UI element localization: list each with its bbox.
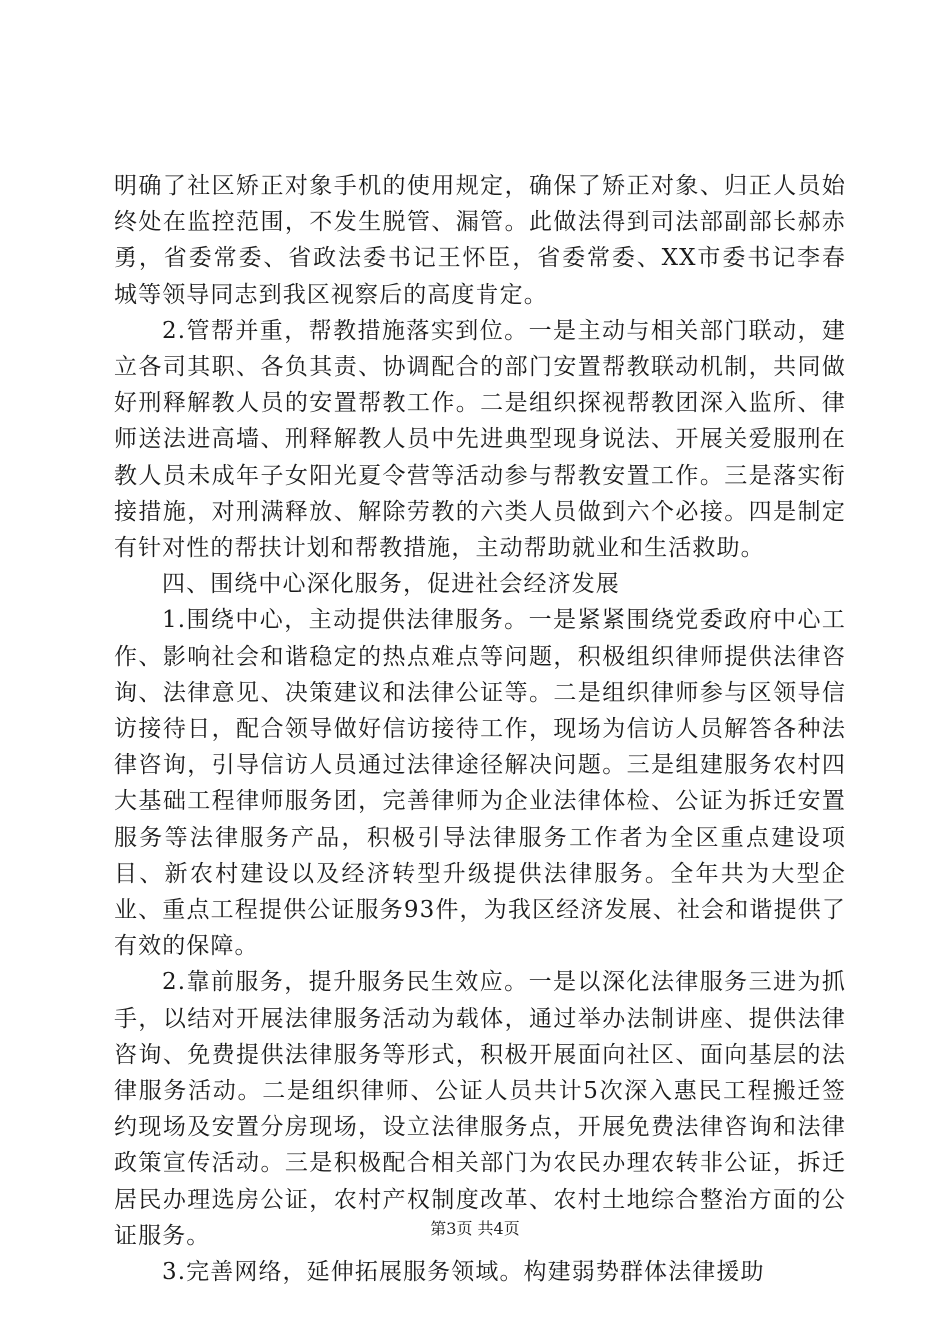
paragraph-1: 明确了社区矫正对象手机的使用规定，确保了矫正对象、归正人员始终处在监控范围，不发生脱管、漏管。此做法得到司法部副部长郝赤勇，省委常委、省政法委书记王怀臣，省委常委、XX市委书记李春城等领导同志到我区视察后的高度肯定。: [114, 173, 846, 308]
paragraph-2: 2.管帮并重，帮教措施落实到位。一是主动与相关部门联动，建立各司其职、各负其责、协调配合的部门安置帮教联动机制，共同做好刑释解教人员的安置帮教工作。二是组织探视帮教团深入监所、律师送法进高墙、刑释解教人员中先进典型现身说法、开展关爱服刑在教人员未成年子女阳光夏令营等活动参与帮教安置工作。三是落实衔接措施，对刑满释放、解除劳教的六类人员做到六个必接。四是制定有针对性的帮扶计划和帮教措施，主动帮助就业和生活救助。: [114, 317, 846, 562]
document-body: [114, 168, 846, 1290]
page-footer: 第3页 共4页: [430, 1219, 520, 1238]
paragraph-5: 3.完善网络，延伸拓展服务领域。构建弱势群体法律援助: [162, 1259, 765, 1286]
paragraph-3: 1.围绕中心，主动提供法律服务。一是紧紧围绕党委政府中心工作、影响社会和谐稳定的热点难点等问题，积极组织律师提供法律咨询、法律意见、决策建议和法律公证等。二是组织律师参与区领导信访接待日，配合领导做好信访接待工作，现场为信访人员解答各种法律咨询，引导信访人员通过法律途径解决问题。三是组建服务农村四大基础工程律师服务团，完善律师为企业法律体检、公证为拆迁安置服务等法律服务产品，积极引导法律服务工作者为全区重点建设项目、新农村建设以及经济转型升级提供法律服务。全年共为大型企业、重点工程提供公证服务93件，为我区经济发展、社会和谐提供了有效的保障。: [114, 607, 846, 960]
section-heading: 四、围绕中心深化服务，促进社会经济发展: [162, 571, 620, 598]
paragraph-4: 2.靠前服务，提升服务民生效应。一是以深化法律服务三进为抓手，以结对开展法律服务活动为载体，通过举办法制讲座、提供法律咨询、免费提供法律服务等形式，积极开展面向社区、面向基层的法律服务活动。二是组织律师、公证人员共计5次深入惠民工程搬迁签约现场及安置分房现场，设立法律服务点，开展免费法律咨询和法律政策宣传活动。三是积极配合相关部门为农民办理农转非公证，拆迁居民办理选房公证，农村产权制度改革、农村土地综合整治方面的公证服务。: [114, 969, 846, 1249]
